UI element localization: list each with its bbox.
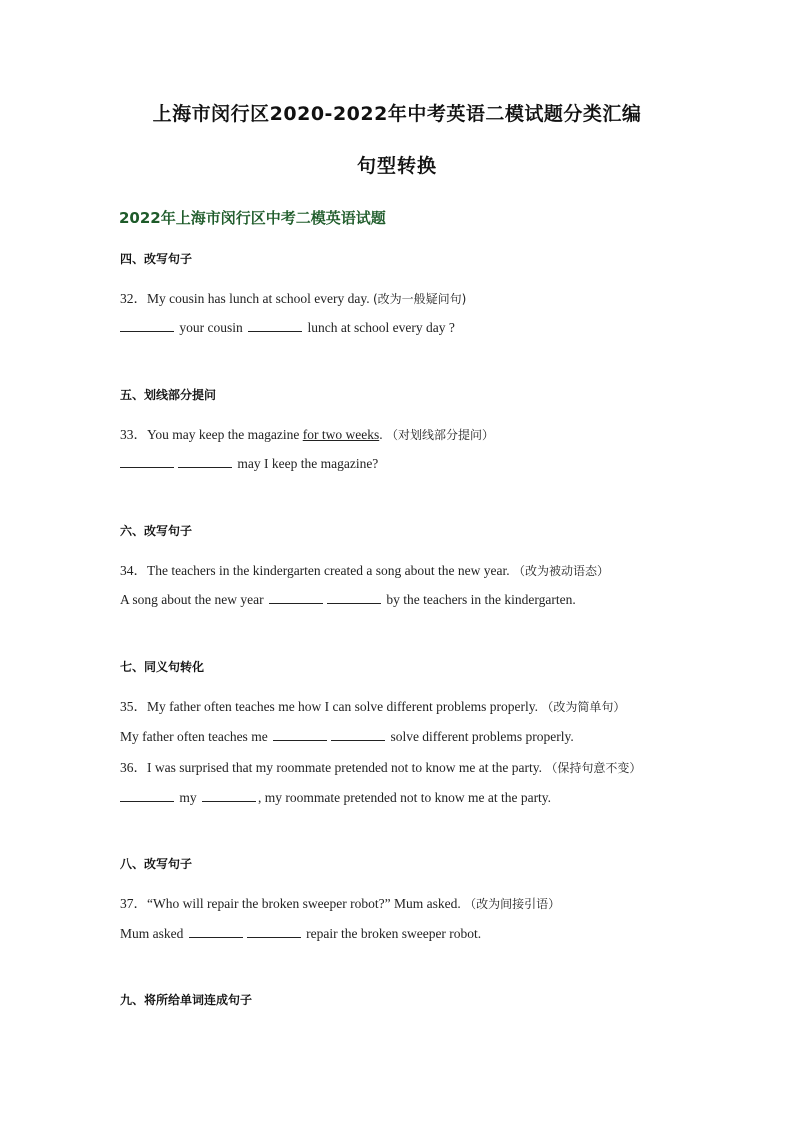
- answer-text: A song about the new year: [120, 592, 267, 607]
- section-heading-7: 七、同义句转化: [120, 660, 205, 674]
- underlined-part: for two weeks: [302, 427, 380, 442]
- answer-text: lunch at school every day ?: [304, 320, 455, 335]
- answer-text: My father often teaches me: [120, 729, 272, 744]
- question-37-text: 37．“Who will repair the broken sweeper robot?” Mum asked.: [120, 896, 465, 911]
- section-heading-5: 五、划线部分提问: [120, 388, 217, 402]
- answer-text: your cousin: [176, 320, 247, 335]
- answer-blank[interactable]: [178, 455, 232, 468]
- question-36-instruction: （保持句意不变）: [545, 761, 642, 775]
- section-heading-6: 六、改写句子: [120, 524, 193, 538]
- answer-text: my: [176, 790, 201, 805]
- answer-blank[interactable]: [273, 728, 327, 741]
- section-heading-9: 九、将所给单词连成句子: [120, 993, 253, 1007]
- question-33-answer-line: [120, 455, 378, 472]
- answer-blank[interactable]: [247, 925, 301, 938]
- question-37-prompt: [120, 892, 560, 912]
- answer-blank[interactable]: [331, 728, 385, 741]
- question-36-text: 36．I was surprised that my roommate pretended not to know me at the party.: [120, 760, 546, 775]
- answer-blank[interactable]: [120, 789, 174, 802]
- page-subtitle: 句型转换: [356, 155, 437, 177]
- question-36-answer-line: [120, 789, 551, 806]
- answer-text: solve different problems properly.: [387, 729, 574, 744]
- answer-blank[interactable]: [269, 591, 323, 604]
- answer-text: may I keep the magazine?: [234, 456, 379, 471]
- question-32-prompt: [120, 287, 466, 307]
- page-title: 上海市闵行区2020-2022年中考英语二模试题分类汇编: [152, 103, 642, 125]
- question-32-instruction: (改为一般疑问句): [372, 292, 467, 306]
- answer-text: repair the broken sweeper robot.: [302, 926, 482, 941]
- question-33-prompt: [120, 423, 494, 443]
- answer-text: Mum asked: [120, 926, 187, 941]
- section-heading-4: 四、改写句子: [120, 252, 193, 266]
- question-35-prompt: [120, 695, 625, 715]
- question-33-text: 33．You may keep the magazine: [120, 427, 303, 442]
- question-35-text: 35．My father often teaches me how I can solve different problems properly.: [120, 699, 542, 714]
- question-37-answer-line: [120, 925, 481, 942]
- question-33-text-end: .: [379, 427, 386, 442]
- exam-year-heading: 2022年上海市闵行区中考二模英语试题: [119, 209, 386, 227]
- question-34-answer-line: [120, 591, 576, 608]
- question-35-instruction: （改为简单句）: [541, 700, 626, 714]
- answer-blank[interactable]: [202, 789, 256, 802]
- question-32-text: 32．My cousin has lunch at school every day.: [120, 291, 373, 306]
- answer-blank[interactable]: [120, 455, 174, 468]
- question-33-instruction: （对划线部分提问）: [385, 428, 494, 442]
- question-35-answer-line: [120, 728, 574, 745]
- question-34-instruction: （改为被动语态）: [512, 564, 609, 578]
- question-37-instruction: （改为间接引语）: [464, 897, 561, 911]
- answer-blank[interactable]: [248, 319, 302, 332]
- question-36-prompt: [120, 756, 641, 776]
- answer-text: by the teachers in the kindergarten.: [382, 592, 576, 607]
- question-34-prompt: [120, 559, 609, 579]
- answer-blank[interactable]: [120, 319, 174, 332]
- section-heading-8: 八、改写句子: [120, 857, 193, 871]
- answer-text: , my roommate pretended not to know me at the party.: [258, 790, 552, 805]
- answer-blank[interactable]: [327, 591, 381, 604]
- question-34-text: 34．The teachers in the kindergarten created a song about the new year.: [120, 563, 513, 578]
- question-32-answer-line: [120, 319, 455, 336]
- answer-blank[interactable]: [189, 925, 243, 938]
